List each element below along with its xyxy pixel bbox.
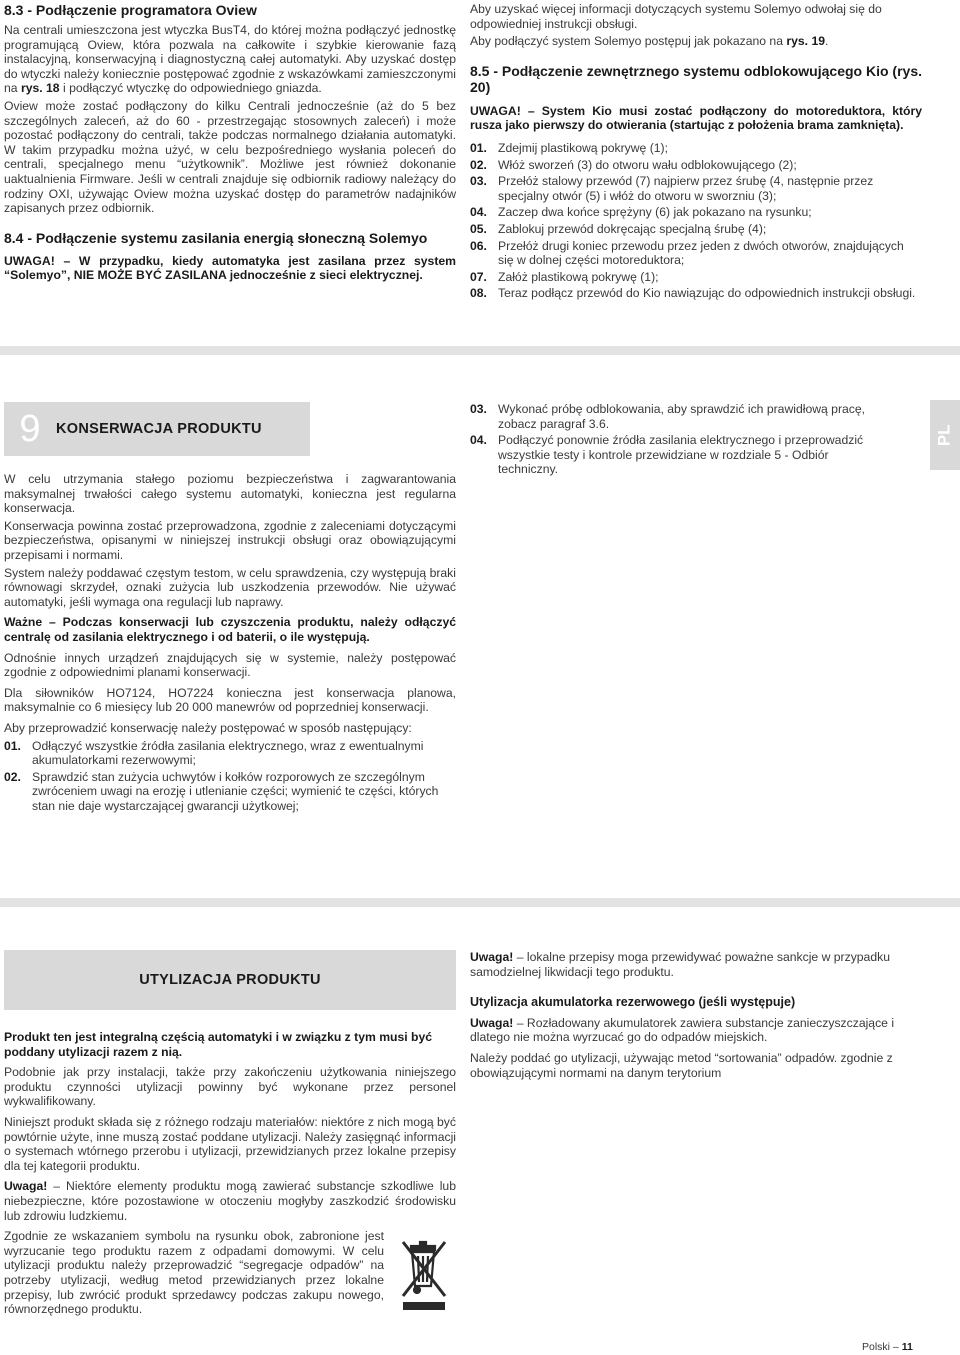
kio-steps [470, 141, 922, 301]
text: i podłączyć wtyczkę do odpowiedniego gniazda. [59, 81, 322, 96]
section-divider [0, 346, 960, 355]
text: – Rozładowany akumulatorek zawiera substancje zanieczyszczające i dlatego nie można wyrzucać go do odpadów miejskich. [470, 1015, 895, 1045]
text: – Niektóre elementy produktu mogą zawierać substancje szkodliwe lub niebezpieczne, które pozostawione w otoczeniu mogłyby zaszkodzić środowisku lub zdrowiu ludzkiemu. [4, 1179, 456, 1223]
section-divider [0, 898, 960, 907]
important-paragraph [4, 615, 456, 644]
paragraph: Oview może zostać podłączony do kilku Centrali jednocześnie (aż do 5 bez szczególnych zaleceń, aż do 60 - przestrzegając stosownych zaleceń) i może pozostać podłączony do centrali, także podczas normalnego działania automatyki. W takim przypadku można użyć, w celu bezpośredniego wysłania poleceń do centrali, specjalnego menu “użytkownik”. Możliwe jest również dokonanie uaktualnienia Firmware. Jeśli w centrali znajduje się odbiornik radiowy należący do rodziny OXI, używając Oview można uzyskać dostęp do parametrów nadajników zapisanych przez odbiornik. [4, 98, 456, 216]
paragraph: Aby uzyskać więcej informacji dotyczących systemu Solemyo odwołaj się do odpowiedniej instrukcji obsługi. [470, 2, 882, 31]
step-text: Teraz podłącz przewód do Kio nawiązując do odpowiednich instrukcji obsługi. [498, 286, 916, 301]
chapter-title: KONSERWACJA PRODUKTU [56, 420, 262, 437]
list-item [470, 158, 922, 173]
paragraph: Zgodnie ze wskazaniem symbolu na rysunku obok, zabronione jest wyrzucanie tego produktu razem z odpadami domowymi. W celu utylizacji produktu należy przeprowadzić “segregacje odpadów” na potrzeby utylizacji, według metod przewidzianych przez lokalne przepisy, lub zwrócić produkt sprzedawcy podczas zakupu nowego, równorzędnego produktu. [4, 1229, 384, 1317]
warning-label: UWAGA! [4, 253, 55, 268]
page-number: 11 [901, 1341, 913, 1353]
step-number: 08. [470, 286, 487, 301]
list-item [470, 174, 922, 203]
paragraph [4, 23, 456, 96]
language-tab [930, 400, 960, 470]
step-number: 02. [4, 769, 21, 784]
section-8-3 [4, 2, 456, 286]
page-footer [862, 1340, 913, 1355]
text: – Podczas konserwacji lub czyszczenia produktu, należy odłączyć centralę od zasilania elektrycznego i od baterii, o ile występują. [4, 615, 456, 644]
crossed-out-bin-icon [398, 1236, 452, 1312]
paragraph: Odnośnie innych urządzeń znajdujących się w systemie, należy postępować zgodnie z odpowiednimi planami konserwacji. [4, 650, 456, 680]
step-text: Zdejmij plastikową pokrywę (1); [498, 140, 669, 155]
maintenance-steps-right [470, 402, 890, 479]
step-number: 04. [470, 205, 487, 220]
paragraph: Aby przeprowadzić konserwację należy postępować w sposób następujący: [4, 720, 412, 735]
step-text: Sprawdzić stan zużycia uchwytów i kołków rozporowych ze szczególnym zwróceniem uwagi na erozję i utlenianie części; wymienić te części, których stan nie daje wystarczającej gwarancji użytkowej; [32, 769, 439, 813]
text: . [825, 34, 829, 49]
step-text: Zablokuj przewód dokręcając specjalną śrubę (4); [498, 221, 767, 236]
text: – lokalne przepisy moga przewidywać poważne sankcje w przypadku samodzielnej likwidacji tego produktu. [470, 950, 890, 979]
text: Aby podłączyć system Solemyo postępuj jak pokazano na [470, 34, 787, 49]
step-text: Załóż plastikową pokrywę (1); [498, 269, 659, 284]
warning-paragraph [4, 1179, 456, 1223]
text: Na centrali umieszczona jest wtyczka BusT4, do której można podłączyć jednostkę programującą Oview, która pozwala na całkowite i szybkie kierowanie fazą instalacyjną, konserwacyjną i diagnostyczną całej automatyki. Aby uzyskać dostęp do wtyczki należy koniecznie postępować zgodnie z wskazówkami zamieszczonymi na [4, 23, 456, 96]
battery-disposal-title: Utylizacja akumulatorka rezerwowego (jeśli występuje) [470, 995, 796, 1010]
paragraph: Niniejszt produkt składa się z różnego rodzaju materiałów: niektóre z nich mogą być powtórnie użyte, inne muszą zostać poddane utylizacji. Należy zasięgnąć informacji o systemach wtórnego przerobu i utylizacji, przewidzianych przez lokalne przepisy dla tej kategorii produktu. [4, 1114, 456, 1173]
step-text: Przełóż stalowy przewód (7) najpierw przez śrubę (4, następnie przez specjalny otwór (5) i włóż do otworu w sworzniu (3); [498, 174, 874, 203]
lead-paragraph [4, 1030, 456, 1059]
list-item [470, 239, 922, 268]
maintenance-text [4, 472, 456, 815]
section-title: 8.3 - Podłączenie programatora Oview [4, 2, 257, 18]
step-text: Podłączyć ponownie źródła zasilania elektrycznego i przeprowadzić wszystkie testy i kontrole przewidziane w rozdziale 5 - Odbiór techniczny. [498, 433, 864, 477]
footer-separator: – [890, 1341, 902, 1353]
text: – System Kio musi zostać podłączony do motoreduktora, który rusza jako pierwszy do otwierania (startując z położenia brama zamknięta). [470, 103, 922, 133]
step-number: 02. [470, 157, 487, 172]
paragraph: Konserwacja powinna zostać przeprowadzona, zgodnie z zaleceniami dotyczącymi bezpieczeństwa, opisanymi w niniejszej instrukcji obsługi oraz obowiązującymi przepisami i normami. [4, 518, 456, 562]
text: Produkt ten jest integralną częścią automatyki i w związku z tym musi być poddany utylizacji razem z nią. [4, 1030, 433, 1059]
step-number: 01. [4, 738, 21, 753]
step-text: Odłączyć wszystkie źródła zasilania elektrycznego, wraz z ewentualnymi akumulatorkami rezerwowymi; [32, 738, 424, 768]
warning-paragraph [470, 950, 922, 979]
list-item [470, 270, 922, 285]
disposal-heading [4, 950, 456, 1010]
step-text: Zaczep dwa końce sprężyny (6) jak pokazano na rysunku; [498, 205, 812, 220]
figure-ref: rys. 19 [786, 34, 826, 49]
section-8-4-continued [470, 2, 922, 303]
step-text: Wykonać próbę odblokowania, aby sprawdzić ich prawidłową pracę, zobacz paragraf 3.6. [498, 402, 866, 431]
chapter-heading [4, 402, 310, 456]
warning-paragraph [470, 104, 922, 133]
list-item [470, 222, 922, 237]
step-number: 04. [470, 433, 487, 448]
paragraph: W celu utrzymania stałego poziomu bezpieczeństwa i zagwarantowania maksymalnej trwałości całego systemu automatyki, konieczna jest regularna konserwacja. [4, 472, 456, 516]
warning-label: Uwaga! [470, 1015, 514, 1030]
language-code: PL [934, 424, 954, 446]
paragraph: Dla siłowników HO7124, HO7224 konieczna jest konserwacja planowa, maksymalnie co 6 miesięcy lub 20 000 manewrów od poprzedniej konserwacji. [4, 685, 456, 715]
disposal-text-right [470, 950, 922, 1083]
section-title-8-4: 8.4 - Podłączenie systemu zasilania energią słoneczną Solemyo [4, 229, 428, 246]
warning-paragraph [4, 254, 456, 283]
step-text: Włóż sworzeń (3) do otworu wału odblokowującego (2); [498, 157, 797, 172]
step-text: Przełóż drugi koniec przewodu przez jeden z dwóch otworów, znajdujących się w dolnej części motoreduktora; [498, 238, 904, 268]
paragraph: Podobnie jak przy instalacji, także przy zakończeniu użytkowania niniejszego produktu czynności utylizacji powinny być wykonane przez personel wykwalifikowany. [4, 1065, 456, 1109]
warning-label: UWAGA! [470, 103, 521, 118]
list-item [470, 286, 922, 301]
list-item [470, 402, 890, 431]
warning-label: Uwaga! [4, 1179, 48, 1194]
text: NIE MOŻE BYĆ ZASILANA jednocześnie z sieci elektrycznej. [73, 268, 423, 283]
footer-language: Polski [862, 1341, 891, 1353]
figure-ref: rys. 18 [20, 81, 60, 96]
step-number: 01. [470, 140, 487, 155]
list-item [470, 205, 922, 220]
chapter-number: 9 [19, 408, 41, 450]
step-number: 03. [470, 174, 487, 189]
warning-paragraph [470, 1016, 922, 1045]
disposal-title: UTYLIZACJA PRODUKTU [139, 971, 321, 988]
step-number: 06. [470, 238, 487, 253]
list-item [4, 770, 456, 814]
step-number: 07. [470, 269, 487, 284]
paragraph: System należy poddawać częstym testom, w celu sprawdzenia, czy występują braki równowagi skrzydeł, oznaki zużycia lub uszkodzenia przewodów. Nie używać automatyki, jeśli wymaga ona regulacji lub naprawy. [4, 565, 456, 609]
list-item [470, 433, 890, 477]
step-number: 05. [470, 221, 487, 236]
paragraph: Należy poddać go utylizacji, używając metod “sortowania” odpadów. zgodnie z obowiązującymi normami na danym terytorium [470, 1050, 893, 1080]
warning-label: Uwaga! [470, 950, 514, 964]
important-label: Ważne [4, 615, 43, 630]
list-item [4, 739, 456, 768]
text: – W przypadku, kiedy automatyka jest zasilana przez system “Solemyo”, [4, 253, 456, 283]
disposal-text [4, 1030, 456, 1320]
step-number: 03. [470, 402, 487, 416]
list-item [470, 141, 922, 156]
section-title-8-5: 8.5 - Podłączenie zewnętrznego systemu odblokowującego Kio (rys. 20) [470, 62, 922, 95]
paragraph [470, 34, 922, 49]
